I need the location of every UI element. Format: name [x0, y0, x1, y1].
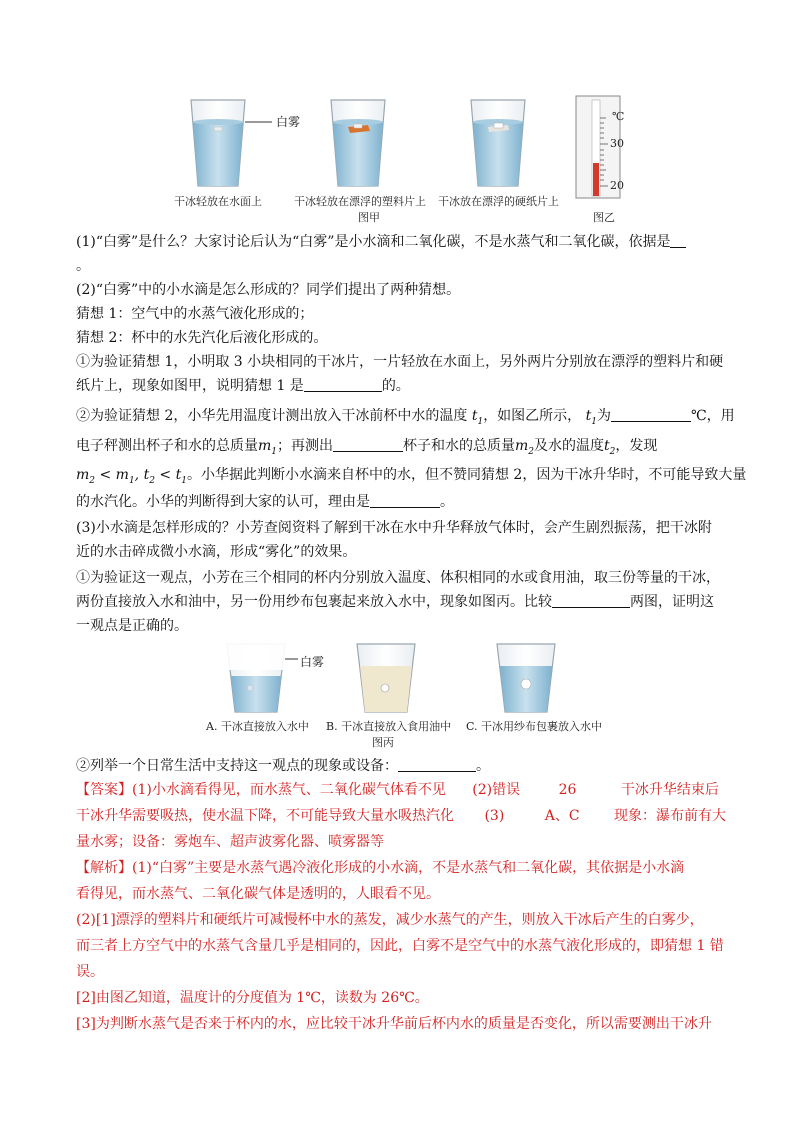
- analysis-line2: 看得见，而水蒸气、二氧化碳气体是透明的，人眼看不见。: [76, 886, 440, 902]
- q2-a2-text1: ②为验证猜想 2，小华先用温度计测出放入干冰前杯中水的温度: [76, 408, 468, 424]
- analysis-line4: 而三者上方空气中的水蒸气含量几乎是相同的，因此，白雾不是空气中的水蒸气液化形成的，即猜想 1 错: [76, 938, 724, 954]
- q2-guess1: 猜想 1：空气中的水蒸气液化形成的；: [76, 306, 314, 322]
- q1-line: [76, 232, 686, 252]
- q1-blank[interactable]: [670, 233, 686, 248]
- q3-text4a: 两份直接放入水和油中，另一份用纱布包裹起来放入水中，现象如图丙。比较: [76, 594, 552, 610]
- q1-end: 。: [76, 258, 90, 274]
- caption-c: C. 干冰用纱布包裹放入水中: [466, 720, 603, 733]
- beaker-1: [191, 100, 272, 186]
- answer-3a: A、C: [544, 808, 580, 824]
- q3b-end: 。: [476, 758, 490, 774]
- q3-line4: [76, 592, 714, 612]
- answer-3b: 现象：瀑布前有大: [614, 808, 727, 824]
- q3b-blank[interactable]: [398, 757, 476, 772]
- caption-fig-yi: 图乙: [593, 211, 615, 224]
- q2-a1-end: 的。: [381, 378, 410, 394]
- q2-a2-line4: [76, 492, 454, 512]
- beaker-a: [226, 640, 298, 712]
- q3-line5: 一观点是正确的。: [76, 618, 188, 634]
- q2-a2-blank-when[interactable]: [333, 437, 403, 452]
- caption-beaker-3: 干冰放在漂浮的硬纸片上: [438, 195, 559, 208]
- analysis-line3: (2)[1]漂浮的塑料片和硬纸片可减慢杯中水的蒸发，减少水蒸气的产生，则放入干冰后产生的白雾少，: [76, 912, 704, 928]
- q3-line2: 近的水击碎成微小水滴，形成“雾化”的效果。: [76, 544, 357, 560]
- q2-a2-text10: 。小华据此判断小水滴来自杯中的水，但不赞同猜想 2，因为干冰升华时，不可能导致大量: [186, 467, 747, 483]
- analysis-line1: [76, 858, 684, 878]
- sym-m2: $m_2$: [515, 438, 535, 457]
- q2-a1-text: 纸片上，现象如图甲，说明猜想 1 是: [76, 378, 304, 394]
- beaker-b: [357, 644, 415, 712]
- q3-text4b: 两图，证明这: [630, 594, 714, 610]
- q2-intro: (2)“白雾”中的小水滴是怎么形成的？同学们提出了两种猜想。: [76, 282, 461, 298]
- caption-fig-bing: 图丙: [372, 736, 394, 749]
- q3-line3: ①为验证这一观点，小芳在三个相同的杯内分别放入温度、体积相同的水或食用油，取三份等量的干冰，: [76, 570, 720, 586]
- analysis-1: (1)“白雾”主要是水蒸气遇冷液化形成的小水滴，不是水蒸气和二氧化碳，其依据是小水滴: [132, 860, 685, 876]
- q2-a1-line1: ①为验证猜想 1，小明取 3 小块相同的干冰片，一片轻放在水面上，另外两片分别放在漂浮的塑料片和硬: [76, 354, 724, 370]
- q2-a2-blank-reason[interactable]: [370, 493, 440, 508]
- answer-2b: 26: [558, 782, 577, 798]
- caption-beaker-1: 干冰轻放在水面上: [174, 195, 262, 208]
- thermo-20-label: 20: [610, 179, 624, 192]
- inequality-m: $m_2 < m_1$,: [76, 467, 140, 486]
- q2-a2-end: 。: [440, 494, 454, 510]
- caption-beaker-2: 干冰轻放在漂浮的塑料片上: [294, 195, 426, 208]
- q1-text: (1)“白雾”是什么？大家讨论后认为“白雾”是小水滴和二氧化碳，不是水蒸气和二氧化碳，依据是: [76, 234, 671, 250]
- answer-3: (3): [484, 808, 505, 824]
- q2-a2-text3: 为: [597, 408, 612, 424]
- q2-a2-line2: [76, 436, 657, 462]
- answer-line2: [76, 806, 726, 826]
- q2-a2-text2: ，如图乙所示，: [483, 408, 582, 424]
- q2-a2-text9: ，发现: [615, 438, 658, 454]
- q3b-line: [76, 756, 490, 776]
- q3b-text: ②列举一个日常生活中支持这一观点的现象或设备：: [76, 758, 398, 774]
- beaker-3: [471, 100, 525, 186]
- q2-a2-text4: ℃，用: [691, 408, 735, 424]
- label-baiwu-bing: 白雾: [300, 655, 325, 669]
- q2-a2-blank-t1[interactable]: [611, 407, 691, 422]
- sym-t1-b: $t_1$: [585, 408, 598, 427]
- thermo-unit-label: ℃: [612, 110, 625, 123]
- answer-line1: [76, 780, 719, 800]
- q2-a2-text5: 电子秤测出杯子和水的总质量: [76, 438, 258, 454]
- answer-2a: (2)错误: [472, 782, 521, 798]
- label-baiwu-top: 白雾: [276, 115, 301, 129]
- q3-line1: (3)小水滴是怎样形成的？小芳查阅资料了解到干冰在水中升华释放气体时，会产生剧烈振荡，把干冰附: [76, 520, 712, 536]
- q2-a2-text8: 及水的温度: [534, 438, 605, 454]
- analysis-line6: [2]由图乙知道，温度计的分度值为 1℃，读数为 26℃。: [76, 990, 429, 1006]
- q2-a1-blank[interactable]: [304, 377, 382, 392]
- answer-2d: 干冰升华需要吸热，使水温下降，不可能导致大量水吸热汽化: [76, 808, 454, 824]
- q3-blank-compare[interactable]: [552, 593, 630, 608]
- thermo-30-label: 30: [610, 137, 624, 150]
- analysis-line7: [3]为判断水蒸气是否来于杯内的水，应比较干冰升华前后杯内水的质量是否变化，所以需要测出干冰升: [76, 1016, 712, 1032]
- q2-guess2: 猜想 2：杯中的水先汽化后液化形成的。: [76, 330, 328, 346]
- caption-a: A. 干冰直接放入水中: [206, 720, 309, 733]
- q2-a2-text6: ；再测出: [277, 438, 334, 454]
- answer-2c: 干冰升华结束后: [620, 782, 719, 798]
- caption-b: B. 干冰直接放入食用油中: [326, 720, 452, 733]
- caption-fig-jia: 图甲: [358, 211, 380, 224]
- sym-t2: $t_2$: [604, 438, 616, 457]
- beaker-c: [497, 644, 555, 712]
- q2-a1-line2: [76, 376, 410, 396]
- answer-1: (1)小水滴看得见，而水蒸气、二氧化碳气体看不见: [132, 782, 446, 798]
- q2-a2-line1: [76, 406, 735, 432]
- inequality-t: $t_2 < t_1$: [143, 467, 187, 486]
- sym-m1: $m_1$: [258, 438, 278, 457]
- answer-line3: 量水雾；设备：雾炮车、超声波雾化器、喷雾器等: [76, 834, 384, 850]
- q2-a2-line3: [76, 465, 746, 491]
- figure-jia-beakers: [0, 0, 800, 220]
- sym-t1: $t_1$: [471, 408, 484, 427]
- analysis-line5: 误。: [76, 964, 104, 980]
- analysis-tag: 【解析】: [76, 860, 132, 876]
- q2-a2-text11: 的水汽化。小华的判断得到大家的认可，理由是: [76, 494, 370, 510]
- q2-a2-text7: 杯子和水的总质量: [403, 438, 516, 454]
- answer-tag: 【答案】: [76, 782, 132, 798]
- beaker-2: [331, 100, 385, 186]
